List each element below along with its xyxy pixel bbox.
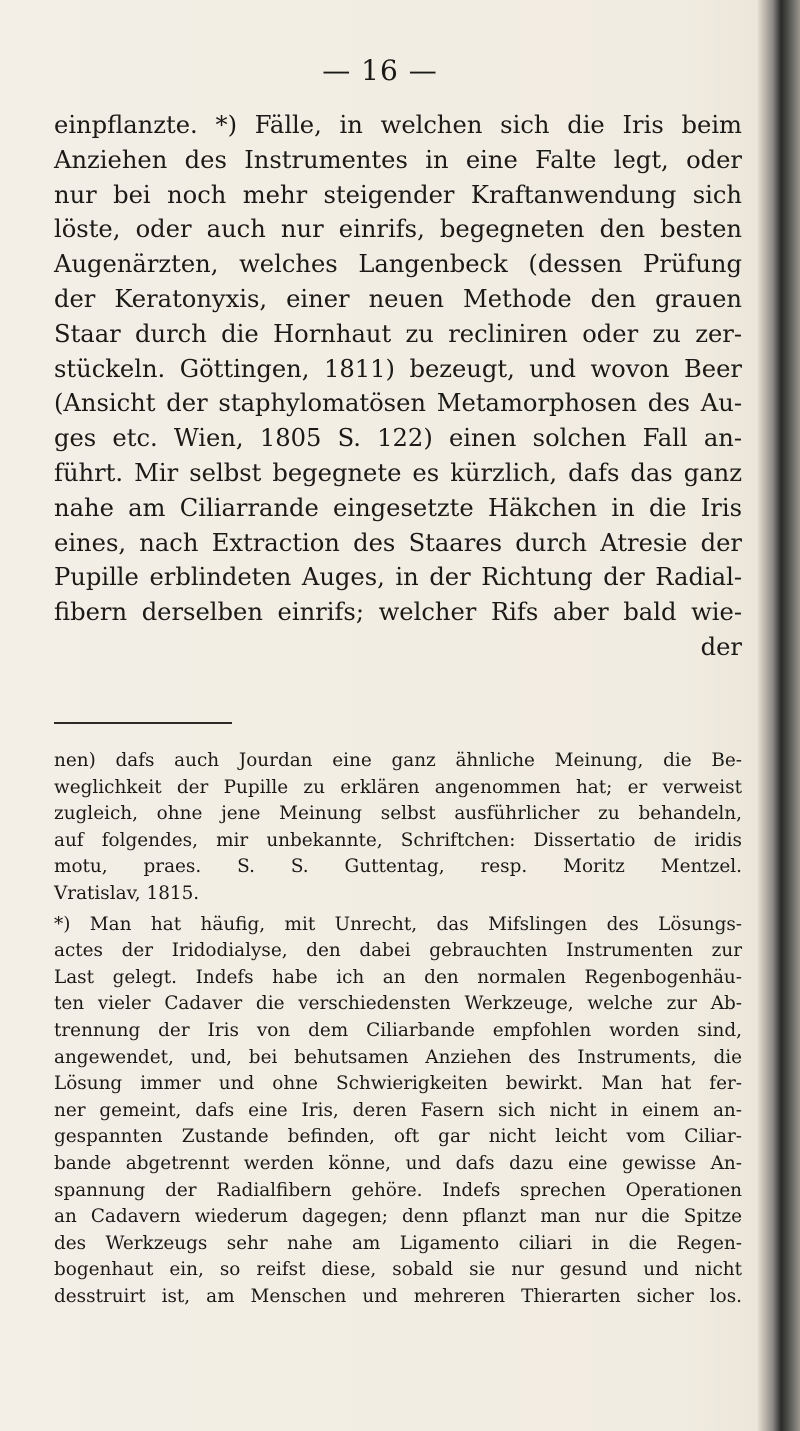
footnote-line: actes der Iridodialyse, den dabei gebrauchten Instrumenten zur bbox=[54, 940, 742, 962]
main-line: der Keratonyxis, einer neuen Methode den grauen bbox=[54, 284, 742, 313]
footnote-line: Lösung immer und ohne Schwierigkeiten bewirkt. Man hat fer- bbox=[54, 1073, 742, 1095]
main-line: führt. Mir selbst begegnete es kürzlich, dafs das ganz bbox=[54, 458, 742, 487]
page-number: — 16 — bbox=[322, 54, 438, 87]
footnote-line: spannung der Radialfibern gehöre. Indefs sprechen Operationen bbox=[54, 1179, 742, 1201]
footnote-divider bbox=[54, 722, 232, 724]
main-line: Augenärzten, welches Langenbeck (dessen Prüfung bbox=[54, 250, 742, 279]
footnote-line: trennung der Iris von dem Ciliarbande empfohlen worden sind, bbox=[54, 1019, 742, 1041]
footnote-line: *) Man hat häufig, mit Unrecht, das Mifslingen des Lösungs- bbox=[54, 913, 742, 935]
footnote-line: nen) dafs auch Jourdan eine ganz ähnliche Meinung, die Be- bbox=[54, 750, 742, 771]
main-text bbox=[54, 108, 742, 665]
main-line: stückeln. Göttingen, 1811) bezeugt, und wovon Beer bbox=[54, 354, 742, 383]
main-line: eines, nach Extraction des Staares durch Atresie der bbox=[54, 528, 742, 557]
main-line: löste, oder auch nur einrifs, begegneten den besten bbox=[54, 215, 742, 244]
footnote-line: an Cadavern wiederum dagegen; denn pflanzt man nur die Spitze bbox=[54, 1206, 742, 1228]
footnote-line: zugleich, ohne jene Meinung selbst ausführlicher zu behandeln, bbox=[54, 803, 742, 825]
footnote-line: desstruirt ist, am Menschen und mehreren Thierarten sicher los. bbox=[54, 1285, 742, 1307]
footnotes bbox=[54, 748, 742, 1310]
footnote-line: angewendet, und, bei behutsamen Anziehen des Instruments, die bbox=[54, 1046, 742, 1068]
footnote-line: ten vieler Cadaver die verschiedensten Werkzeuge, welche zur Ab- bbox=[54, 993, 742, 1015]
footnote-line: ner gemeint, dafs eine Iris, deren Fasern sich nicht in einem an- bbox=[54, 1099, 742, 1121]
main-line: nahe am Ciliarrande eingesetzte Häkchen in die Iris bbox=[54, 493, 742, 522]
footnote-line: auf folgendes, mir unbekannte, Schriftchen: Dissertatio de iridis bbox=[54, 829, 742, 851]
footnote-line: des Werkzeugs sehr nahe am Ligamento ciliari in die Regen- bbox=[54, 1232, 742, 1254]
footnote-line: motu, praes. S. S. Guttentag, resp. Moritz Mentzel. bbox=[54, 856, 742, 878]
page-binding-edge bbox=[758, 0, 800, 1431]
main-line: ges etc. Wien, 1805 S. 122) einen solchen Fall an- bbox=[54, 424, 742, 453]
main-line: einpflanzte. *) Fälle, in welchen sich die Iris beim bbox=[54, 111, 742, 139]
footnote-line: gespannten Zustande befinden, oft gar nicht leicht vom Ciliar- bbox=[54, 1126, 742, 1148]
footnote-line: weglichkeit der Pupille zu erklären angenommen hat; er verweist bbox=[54, 776, 742, 798]
catchword: der bbox=[700, 632, 742, 661]
main-line: fibern derselben einrifs; welcher Rifs aber bald wie- bbox=[54, 598, 742, 627]
footnote-line: bogenhaut ein, so reifst diese, sobald sie nur gesund und nicht bbox=[54, 1259, 742, 1281]
main-line: Anziehen des Instrumentes in eine Falte legt, oder bbox=[54, 145, 742, 174]
main-line: Pupille erblindeten Auges, in der Richtung der Radial- bbox=[54, 563, 742, 592]
main-line: (Ansicht der staphylomatösen Metamorphosen des Au- bbox=[54, 389, 742, 418]
footnote-line: bande abgetrennt werden könne, und dafs dazu eine gewisse An- bbox=[54, 1152, 742, 1174]
footnote-line: Last gelegt. Indefs habe ich an den normalen Regenbogenhäu- bbox=[54, 966, 742, 988]
footnote-line: Vratislav, 1815. bbox=[54, 882, 200, 904]
main-line: nur bei noch mehr steigender Kraftanwendung sich bbox=[54, 180, 742, 209]
main-line: Staar durch die Hornhaut zu recliniren oder zu zer- bbox=[54, 319, 742, 348]
